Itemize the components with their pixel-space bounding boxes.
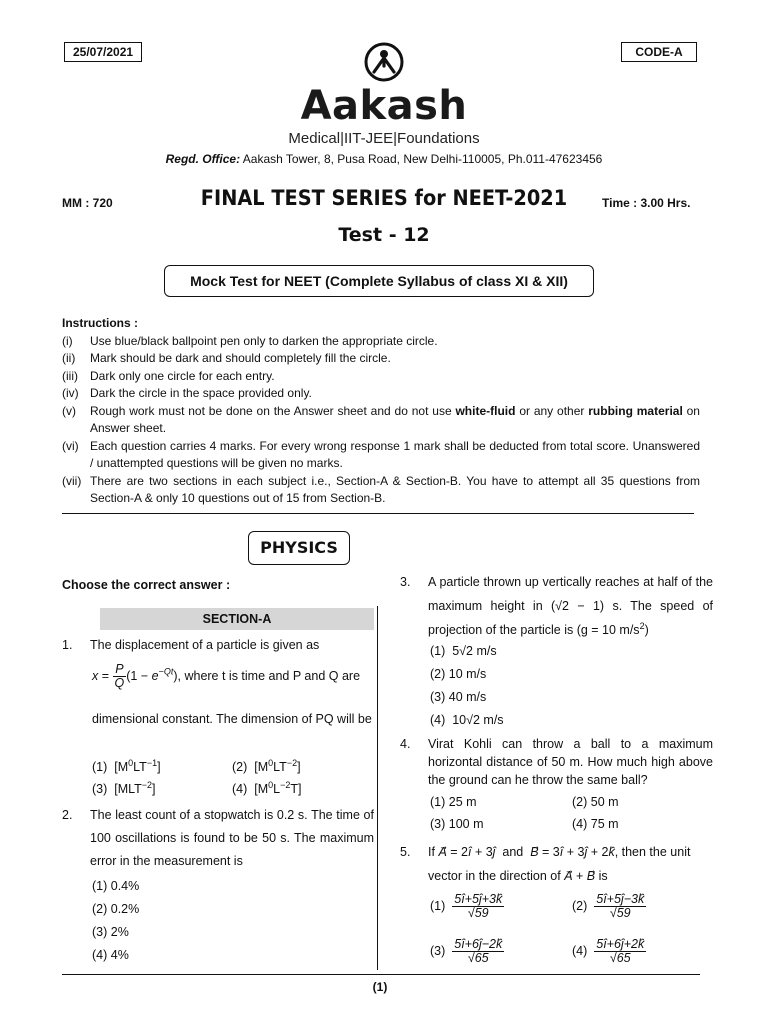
page-title: FINAL TEST SERIES for NEET-2021 [200, 186, 568, 210]
question-4: 4. Virat Kohli can throw a ball to a maximum horizontal distance of 50 m. How much high above the ground can he throw the same ball? [400, 737, 713, 787]
q5-option-2: (2) $\frac{5î+5ĵ-3k̂}{√59}$ [572, 892, 645, 920]
left-column [62, 576, 374, 594]
q5-option-4: (4) $\frac{5î+6ĵ+2k̂}{√65}$ [572, 937, 645, 965]
q3-option-4: (4) 10√2 m/s [430, 713, 504, 727]
question-1: 1. The displacement of a particle is given as [62, 638, 320, 652]
question-1-formula: x = $\frac{P}{Q}$ $(1 - e^{-Qt})$, where t is time and P and Q are [92, 662, 361, 690]
q1-option-2: (2) $[M^0LT^{-2}]$ [232, 757, 301, 774]
mock-test-banner: Mock Test for NEET (Complete Syllabus of class XI & XII) [164, 265, 594, 297]
instruction-item: (i) Use blue/black ballpoint pen only to darken the appropriate circle. [62, 333, 438, 348]
question-3: 3. A particle thrown up vertically reaches at half of the maximum height in (√2 − 1) s. The speed of projection of the particle is (g = 10 $m/s^2$) [400, 575, 713, 637]
registered-office: Regd. Office: Aakash Tower, 8, Pusa Road, New Delhi-110005, Ph.011-47623456 [165, 152, 603, 166]
date-box: 25/07/2021 [64, 42, 142, 62]
instruction-item: (v) Rough work must not be done on the Answer sheet and do not use white-fluid or any other rubbing material on Answer sheet. [62, 403, 700, 435]
instruction-item: (ii) Mark should be dark and should completely fill the circle. [62, 351, 391, 365]
aakash-logo-icon [364, 42, 404, 82]
q2-option-3: (3) 2% [92, 925, 129, 939]
divider [62, 513, 694, 514]
q3-option-2: (2) 10 m/s [430, 667, 487, 681]
instruction-item: (vi) Each question carries 4 marks. For every wrong response 1 mark shall be deducted from total score. Unanswered / unattempted questions will be given no marks. [62, 438, 700, 470]
page-number: (1) [372, 980, 388, 994]
column-divider [377, 606, 378, 970]
instruction-item: (iv) Dark the circle in the space provided only. [62, 386, 312, 400]
q4-option-4: (4) 75 m [572, 817, 619, 831]
q4-option-3: (3) 100 m [430, 817, 484, 831]
q5-option-3: (3) $\frac{5î+6ĵ-2k̂}{√65}$ [430, 937, 503, 965]
question-1-text: dimensional constant. The dimension of PQ will be [92, 712, 372, 726]
instruction-item: (vii) There are two sections in each subject i.e., Section-A & Section-B. You have to attempt all 35 questions from Section-A & only 10 questions out of 15 from Section-B. [62, 473, 700, 505]
q1-option-4: (4) $[M^0L^{-2}T]$ [232, 779, 302, 796]
brand-tagline: Medical|IIT-JEE|Foundations [288, 130, 480, 147]
q2-option-4: (4) 4% [92, 948, 129, 962]
q4-option-1: (1) 25 m [430, 795, 477, 809]
q3-option-1: (1) 5√2 m/s [430, 644, 497, 658]
q1-option-1: (1) $[M^0LT^{-1}]$ [92, 757, 161, 774]
instructions [62, 315, 700, 508]
max-marks: MM : 720 [62, 196, 113, 210]
code-box: CODE-A [621, 42, 697, 62]
choose-answer-label: Choose the correct answer : [62, 578, 231, 592]
footer-divider [62, 974, 700, 975]
question-5: 5. If A⃗ = 2î + 3ĵ and B⃗ = 3î + 3ĵ + 2k̂, then the unit vector in the direction of A⃗ + B⃗ is [400, 845, 691, 883]
test-number: Test - 12 [338, 224, 430, 246]
instruction-item: (iii) Dark only one circle for each entry. [62, 368, 275, 383]
q1-option-3: (3) $[MLT^{-2}]$ [92, 779, 156, 796]
q2-option-2: (2) 0.2% [92, 902, 140, 916]
subject-heading: PHYSICS [248, 531, 350, 565]
section-a-header: SECTION-A [100, 608, 374, 630]
q5-option-1: (1) $\frac{5î+5ĵ+3k̂}{√59}$ [430, 892, 503, 920]
time-duration: Time : 3.00 Hrs. [602, 196, 691, 210]
instructions-heading: Instructions : [62, 316, 139, 330]
question-2: 2. The least count of a stopwatch is 0.2 s. The time of 100 oscillations is found to be 50 s. The maximum error in the measurement is [62, 808, 374, 868]
q3-option-3: (3) 40 m/s [430, 690, 487, 704]
q4-option-2: (2) 50 m [572, 795, 619, 809]
q2-option-1: (1) 0.4% [92, 879, 140, 893]
brand-name: Aakash [300, 83, 468, 129]
